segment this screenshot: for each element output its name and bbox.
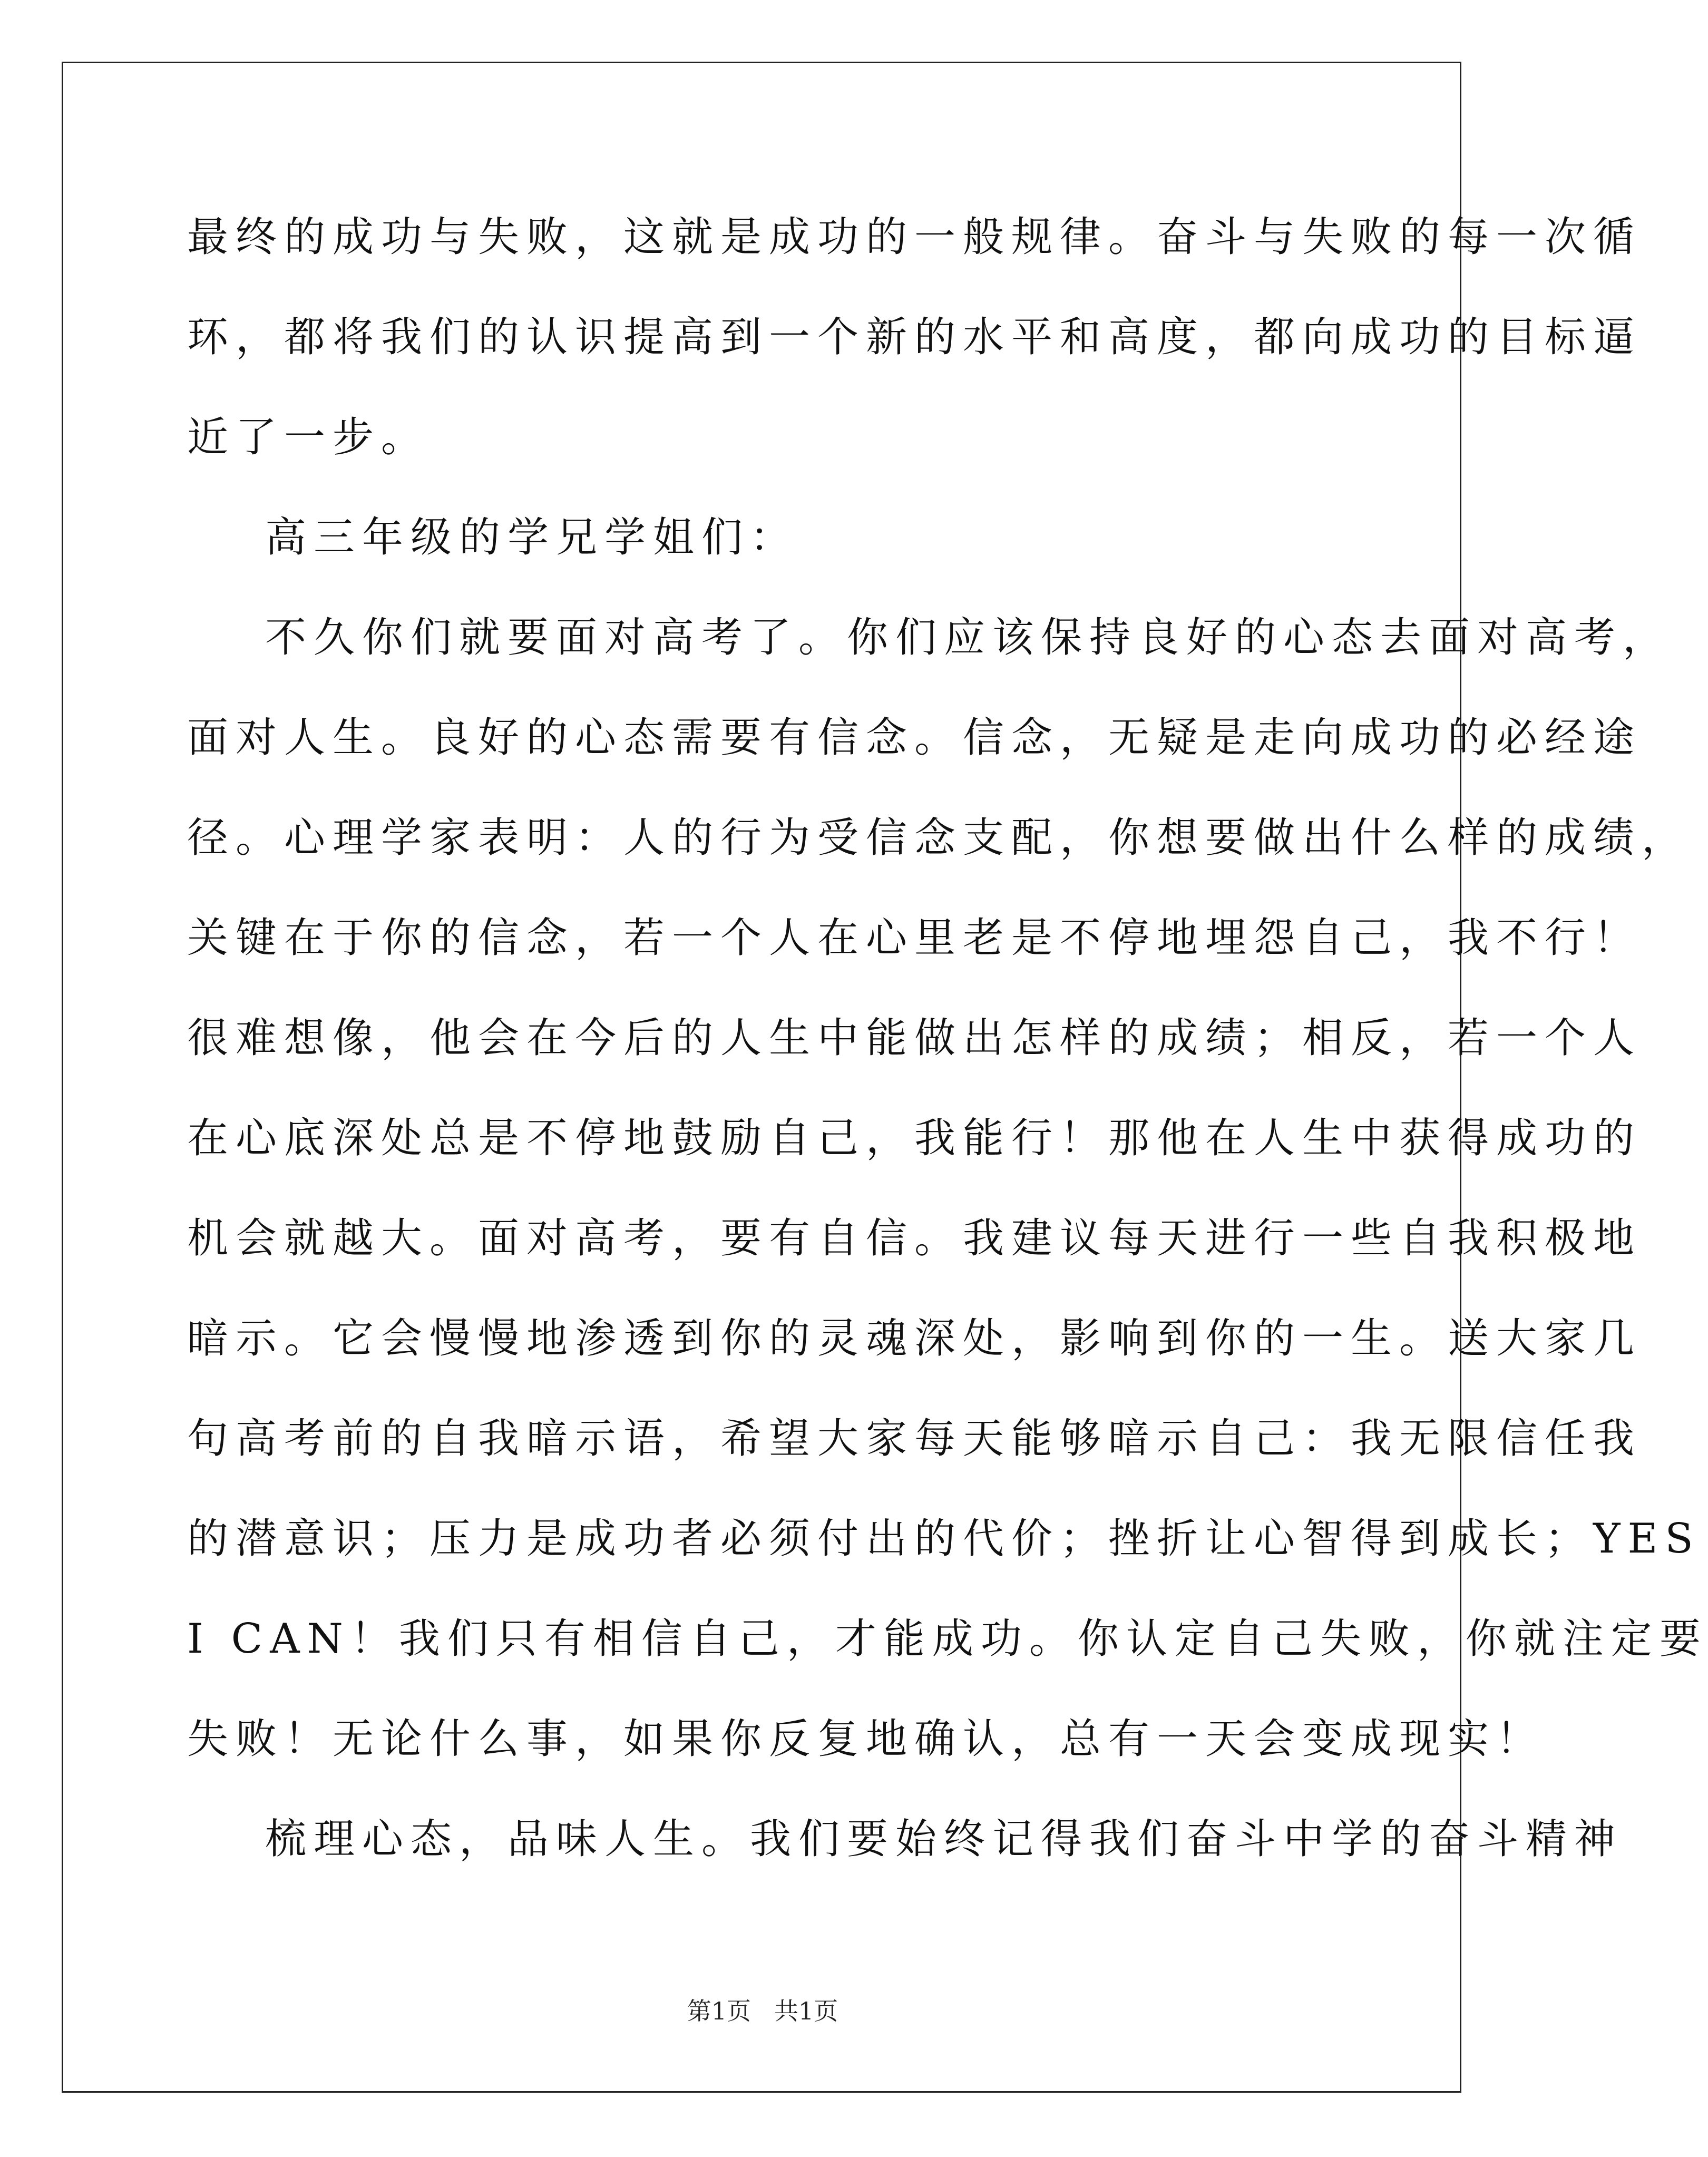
text-line: 环，都将我们的认识提高到一个新的水平和高度，都向成功的目标逼 (187, 314, 1642, 361)
text-line: 不久你们就要面对高考了。你们应该保持良好的心态去面对高考， (265, 614, 1672, 661)
page-number: 第1页 (687, 1997, 751, 2025)
text-line: 面对人生。良好的心态需要有信念。信念，无疑是走向成功的必经途 (187, 714, 1642, 762)
text-line: I CAN！我们只有相信自己，才能成功。你认定自己失败，你就注定要 (187, 1615, 1708, 1663)
text-line: 径。心理学家表明：人的行为受信念支配，你想要做出什么样的成绩， (187, 814, 1691, 862)
text-line: 暗示。它会慢慢地渗透到你的灵魂深处，影响到你的一生。送大家几 (187, 1315, 1642, 1362)
text-line: 最终的成功与失败，这就是成功的一般规律。奋斗与失败的每一次循 (187, 213, 1642, 261)
text-line: 近了一步。 (187, 414, 430, 461)
text-line: 机会就越大。面对高考，要有自信。我建议每天进行一些自我积极地 (187, 1215, 1642, 1262)
text-line: 的潜意识；压力是成功者必须付出的代价；挫折让心智得到成长；YES (187, 1515, 1701, 1563)
text-line: 梳理心态，品味人生。我们要始终记得我们奋斗中学的奋斗精神 (265, 1816, 1623, 1863)
text-line: 高三年级的学兄学姐们： (265, 514, 799, 561)
text-line: 在心底深处总是不停地鼓励自己，我能行！那他在人生中获得成功的 (187, 1115, 1642, 1162)
page-total: 共1页 (774, 1997, 838, 2025)
text-line: 很难想像，他会在今后的人生中能做出怎样的成绩；相反，若一个人 (187, 1014, 1642, 1062)
text-line: 句高考前的自我暗示语，希望大家每天能够暗示自己：我无限信任我 (187, 1415, 1642, 1462)
text-line: 关键在于你的信念，若一个人在心里老是不停地埋怨自己，我不行！ (187, 914, 1642, 962)
page-border (62, 62, 1461, 2093)
text-line: 失败！无论什么事，如果你反复地确认，总有一天会变成现实！ (187, 1715, 1545, 1763)
page-footer (0, 1995, 1525, 2027)
